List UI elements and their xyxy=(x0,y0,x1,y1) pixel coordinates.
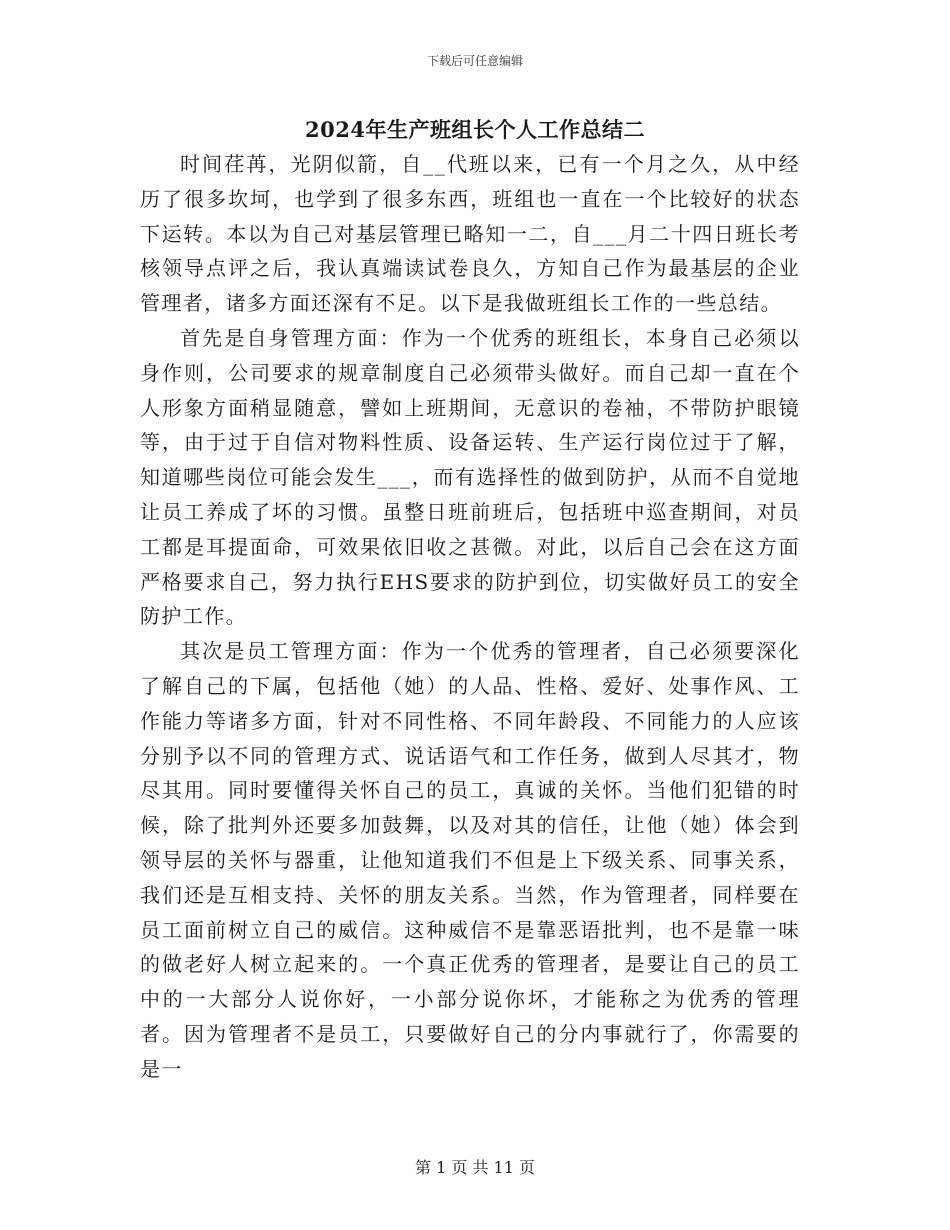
page-header: 下载后可任意编辑 xyxy=(426,54,523,68)
document-body xyxy=(140,147,800,1087)
paragraph-intro: 时间荏苒，光阴似箭，自__代班以来，已有一个月之久，从中经历了很多坎坷，也学到了很多东西，班组也一直在一个比较好的状态下运转。本以为自己对基层管理已略知一二，自___月二十四日班长考核领导点评之后，我认真端读试卷良久，方知自己作为最基层的企业管理者，诸多方面还深有不足。以下是我做班组长工作的一些总结。 xyxy=(140,152,800,316)
page-number: 第 1 页 共 11 页 xyxy=(415,1158,535,1177)
paragraph-staff-management: 其次是员工管理方面：作为一个优秀的管理者，自己必须要深化了解自己的下属，包括他（她）的人品、性格、爱好、处事作风、工作能力等诸多方面，针对不同性格、不同年龄段、不同能力的人应该分别予以不同的管理方式、说话语气和工作任务，做到人尽其才，物尽其用。同时要懂得关怀自己的员工，真诚的关怀。当他们犯错的时候，除了批判外还要多加鼓舞，以及对其的信任，让他（她）体会到领导层的关怀与器重，让他知道我们不但是上下级关系、同事关系，我们还是互相支持、关怀的朋友关系。当然，作为管理者，同样要在员工面前树立自己的威信。这种威信不是靠恶语批判，也不是靠一味的做老好人树立起来的。一个真正优秀的管理者，是要让自己的员工中的一大部分人说你好，一小部分说你坏，才能称之为优秀的管理者。因为管理者不是员工，只要做好自己的分内事就行了，你需要的是一 xyxy=(140,639,800,1081)
document-title: 2024年生产班组长个人工作总结二 xyxy=(305,117,645,142)
paragraph-self-management: 首先是自身管理方面：作为一个优秀的班组长，本身自己必须以身作则，公司要求的规章制度自己必须带头做好。而自己却一直在个人形象方面稍显随意，譬如上班期间，无意识的卷袖，不带防护眼镜等，由于过于自信对物料性质、设备运转、生产运行岗位过于了解，知道哪些岗位可能会发生___，而有选择性的做到防护，从而不自觉地让员工养成了坏的习惯。虽整日班前班后，包括班中巡查期间，对员工都是耳提面命，可效果依旧收之甚微。对此，以后自己会在这方面严格要求自己，努力执行EHS要求的防护到位，切实做好员工的安全防护工作。 xyxy=(140,325,800,629)
